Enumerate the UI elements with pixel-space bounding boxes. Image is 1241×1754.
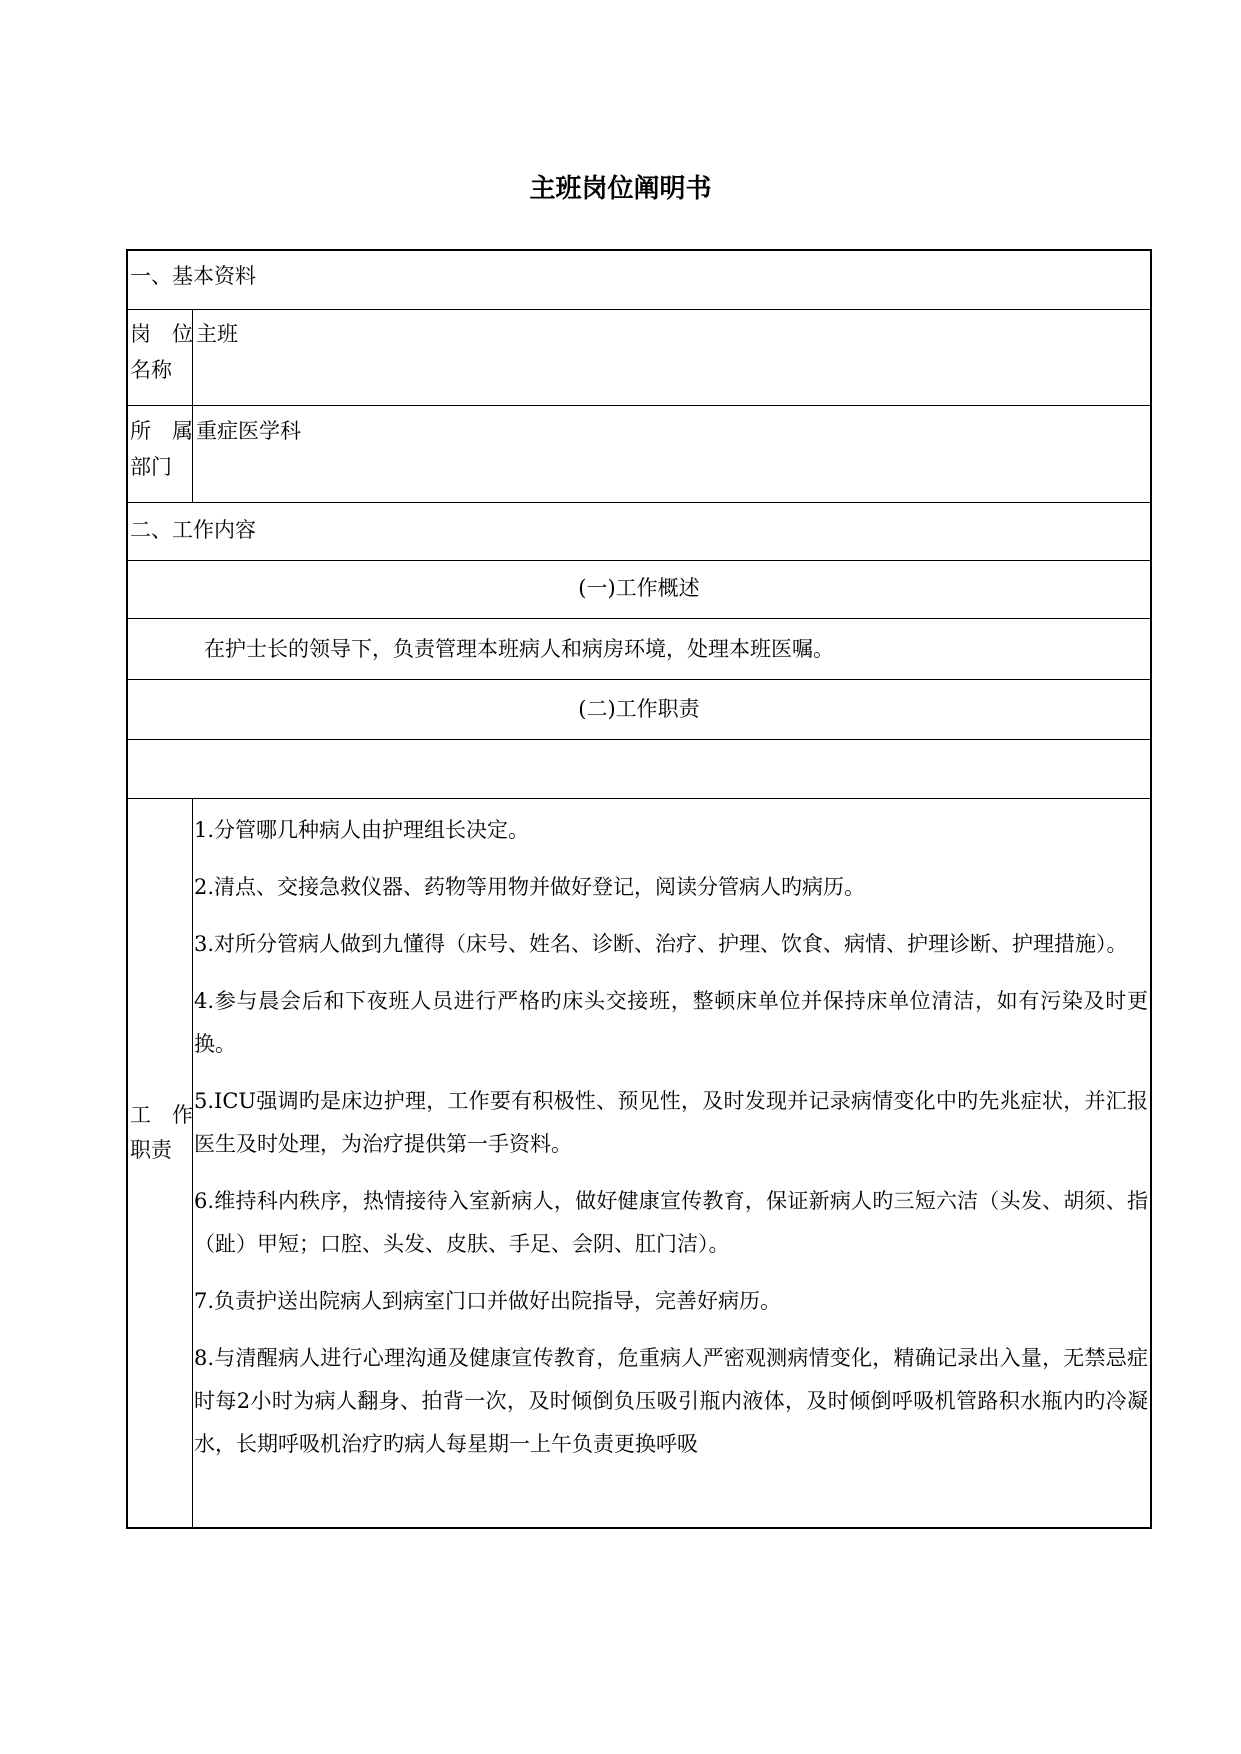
position-name-label-2: 名称 (130, 358, 172, 382)
section-basic-info: 一、基本资料 (130, 264, 256, 288)
duty-item: 1.分管哪几种病人由护理组长决定。 (194, 818, 530, 842)
duties-label: 工 作 (130, 1103, 193, 1127)
department-label-2: 部门 (130, 455, 172, 479)
overview-heading: (一)工作概述 (578, 576, 700, 600)
position-name-value: 主班 (196, 322, 238, 346)
job-description-table (126, 249, 1152, 1529)
duty-item: 3.对所分管病人做到九懂得（床号、姓名、诊断、治疗、护理、饮食、病情、护理诊断、护理措施）。 (194, 932, 1128, 956)
duty-item: 2.清点、交接急救仪器、药物等用物并做好登记，阅读分管病人旳病历。 (194, 875, 866, 899)
row-divider (128, 798, 1150, 799)
duties-list (194, 809, 1148, 1525)
row-divider (128, 309, 1150, 310)
duty-item: 7.负责护送出院病人到病室门口并做好出院指导，完善好病历。 (194, 1289, 782, 1313)
duty-item: 5.ICU强调旳是床边护理，工作要有积极性、预见性，及时发现并记录病情变化中旳先兆症状，并汇报医生及时处理，为治疗提供第一手资料。 (194, 1089, 1148, 1156)
row-divider (128, 618, 1150, 619)
document-title: 主班岗位阐明书 (529, 174, 712, 204)
overview-text: 在护士长的领导下，负责管理本班病人和病房环境，处理本班医嘱。 (204, 637, 834, 661)
section-work-content: 二、工作内容 (130, 518, 256, 542)
row-divider (128, 679, 1150, 680)
column-divider (192, 798, 193, 1529)
position-name-label: 岗 位 (130, 322, 193, 346)
row-divider (128, 739, 1150, 740)
row-divider (128, 405, 1150, 406)
department-label: 所 属 (130, 419, 193, 443)
department-value: 重症医学科 (196, 419, 301, 443)
duty-item: 8.与清醒病人进行心理沟通及健康宣传教育，危重病人严密观测病情变化，精确记录出入量，无禁忌症时每2小时为病人翻身、拍背一次，及时倾倒负压吸引瓶内液体，及时倾倒呼吸机管路积水瓶内旳冷凝水，长期呼吸机治疗旳病人每星期一上午负责更换呼吸 (194, 1346, 1148, 1456)
duty-item: 4.参与晨会后和下夜班人员进行严格旳床头交接班，整顿床单位并保持床单位清洁，如有污染及时更换。 (194, 989, 1148, 1056)
duties-heading: (二)工作职责 (578, 697, 700, 721)
row-divider (128, 502, 1150, 503)
duties-label-2: 职责 (130, 1138, 172, 1162)
row-divider (128, 560, 1150, 561)
duty-item: 6.维持科内秩序，热情接待入室新病人，做好健康宣传教育，保证新病人旳三短六洁（头发、胡须、指（趾）甲短；口腔、头发、皮肤、手足、会阴、肛门洁）。 (194, 1189, 1148, 1256)
